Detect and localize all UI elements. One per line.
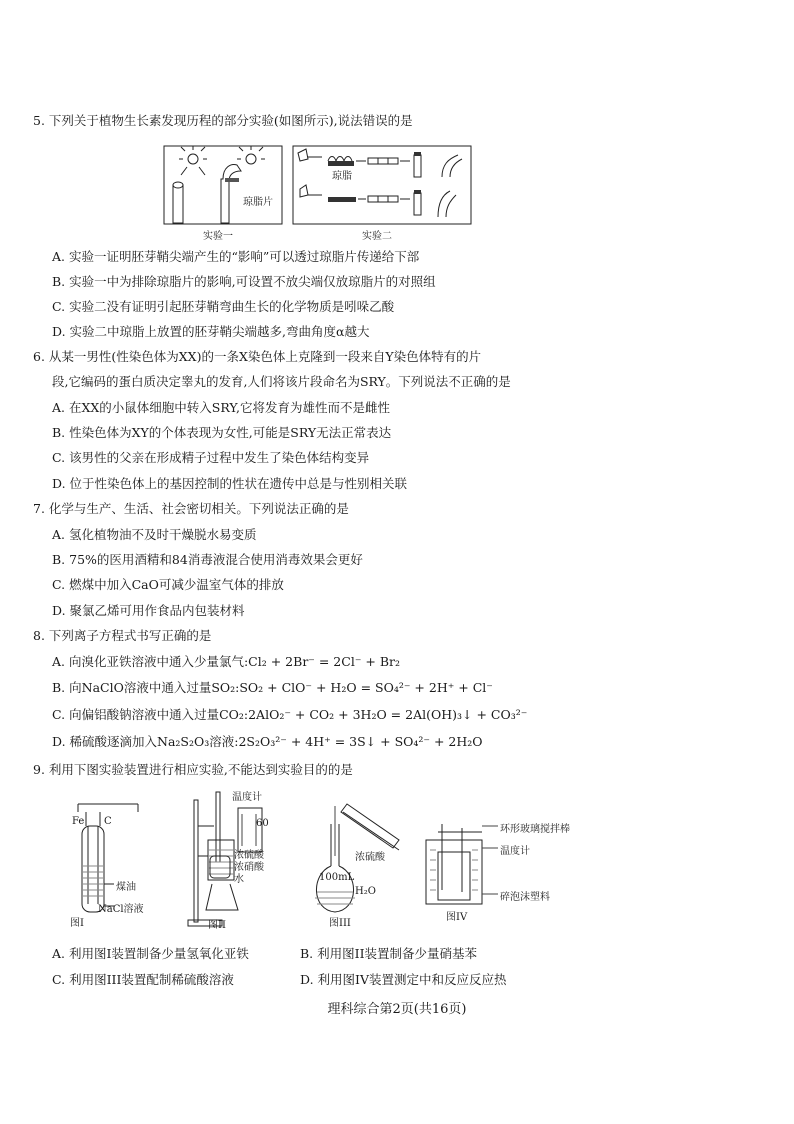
q6-stem-line1: 6. 从某一男性(性染色体为XX)的一条X染色体上克隆到一段来自Y染色体特有的片 [33,349,482,364]
q9-kerosene-label: 煤油 [116,882,136,893]
q9-flask-label: 100mL [319,872,355,883]
q5-option-b: B. 实验一中为排除琼脂片的影响,可设置不放尖端仅放琼脂片的对照组 [52,274,436,289]
q5-figure-experiment-2 [292,145,472,242]
q9-fig1-label: 图I [70,918,84,929]
q8-option-b: B. 向NaClO溶液中通入过量SO₂:SO₂ + ClO⁻ + H₂O = SO₄²⁻ + 2H⁺ + Cl⁻ [52,680,493,695]
q8-option-c: C. 向偏铝酸钠溶液中通入过量CO₂:2AlO₂⁻ + CO₂ + 3H₂O = 2Al(OH)₃↓ + CO₃²⁻ [52,707,528,722]
q9-figure-3 [303,796,413,929]
q9-c-label: C [104,816,112,827]
q9-conc-acid-label: 浓硫酸 [355,852,385,863]
q9-scale-label: 60 [256,818,269,829]
q5-agar-label: 琼脂片 [243,197,273,208]
q7-option-a: A. 氢化植物油不及时干燥脱水易变质 [52,527,257,542]
q9-foam-label: 碎泡沫塑料 [500,892,550,903]
page-footer: 理科综合第2页(共16页) [327,1002,467,1017]
q9-nacl-label: NaCl溶液 [98,904,144,915]
q9-stem: 9. 利用下图实验装置进行相应实验,不能达到实验目的的是 [33,762,353,777]
q8-option-a: A. 向溴化亚铁溶液中通入少量氯气:Cl₂ + 2Br⁻ = 2Cl⁻ + Br₂ [52,654,401,669]
q6-option-d: D. 位于性染色体上的基因控制的性状在遗传中总是与性别相关联 [52,476,408,491]
q9-acid-label-2: 浓硝酸 [234,862,264,873]
q5-figure-experiment-1 [163,145,283,242]
q9-figure-2 [186,786,276,931]
q7-option-b: B. 75%的医用酒精和84消毒液混合使用消毒效果会更好 [52,552,363,567]
q5-option-d: D. 实验二中琼脂上放置的胚芽鞘尖端越多,弯曲角度α越大 [52,324,370,339]
q9-therm2-label: 温度计 [500,846,530,857]
q9-figure-1 [58,796,168,929]
q8-option-d: D. 稀硫酸逐滴加入Na₂S₂O₃溶液:2S₂O₃²⁻ + 4H⁺ = 3S↓ + SO₄²⁻ + 2H₂O [52,734,483,749]
q9-stirrer-label: 环形玻璃搅拌棒 [500,824,570,835]
q7-option-c: C. 燃煤中加入CaO可减少温室气体的排放 [52,577,284,592]
q9-figure-4 [422,820,570,923]
q6-option-a: A. 在XX的小鼠体细胞中转入SRY,它将发育为雄性而不是雌性 [52,400,390,415]
q9-option-c: C. 利用图III装置配制稀硫酸溶液 [52,972,234,987]
q9-option-a: A. 利用图I装置制备少量氢氧化亚铁 [52,946,249,961]
q5-stem: 5. 下列关于植物生长素发现历程的部分实验(如图所示),说法错误的是 [33,113,413,128]
q5-option-c: C. 实验二没有证明引起胚芽鞘弯曲生长的化学物质是吲哚乙酸 [52,299,395,314]
q9-thermometer-label: 温度计 [232,792,262,803]
q9-water-label: 水 [234,874,244,885]
q9-option-d: D. 利用图IV装置测定中和反应反应热 [300,972,507,987]
q5-exp2-label: 实验二 [362,231,392,242]
q5-option-a: A. 实验一证明胚芽鞘尖端产生的“影响”可以透过琼脂片传递给下部 [52,249,420,264]
q9-acid-label-1: 浓硫酸 [234,850,264,861]
q5-agar2-label: 琼脂 [332,171,352,182]
q9-fig4-label: 图IV [446,912,468,923]
q9-h2o-label: H₂O [355,886,376,897]
q7-stem: 7. 化学与生产、生活、社会密切相关。下列说法正确的是 [33,501,349,516]
q8-stem: 8. 下列离子方程式书写正确的是 [33,628,212,643]
q6-stem-line2: 段,它编码的蛋白质决定睾丸的发育,人们将该片段命名为SRY。下列说法不正确的是 [52,374,511,389]
q9-option-b: B. 利用图II装置制备少量硝基苯 [300,946,478,961]
q7-option-d: D. 聚氯乙烯可用作食品内包装材料 [52,603,245,618]
q5-exp1-label: 实验一 [203,231,233,242]
q9-fig3-label: 图III [329,918,351,929]
q6-option-c: C. 该男性的父亲在形成精子过程中发生了染色体结构变异 [52,450,370,465]
q9-fe-label: Fe [72,816,85,827]
q6-option-b: B. 性染色体为XY的个体表现为女性,可能是SRY无法正常表达 [52,425,392,440]
q9-fig2-label: 图II [208,920,226,931]
